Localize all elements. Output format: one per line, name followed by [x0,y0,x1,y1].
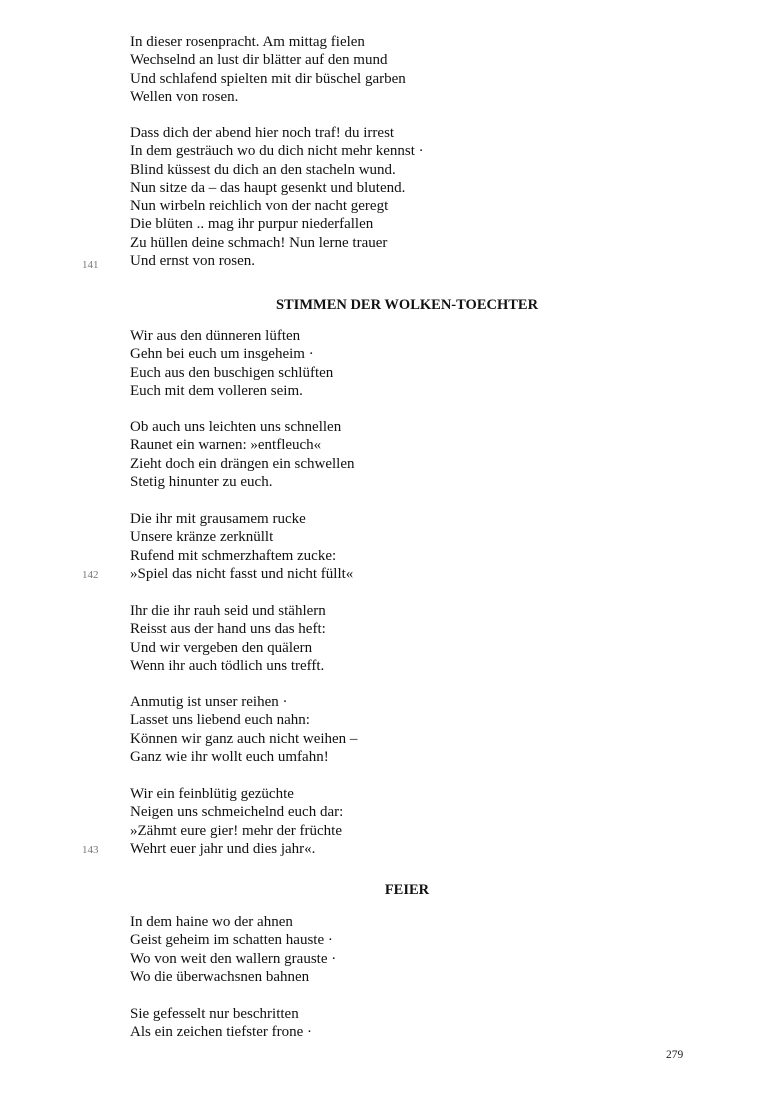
poem-title: FEIER [384,882,430,898]
verse-line: Die ihr mit grausamem rucke [130,511,306,527]
verse-line: Nun wirbeln reichlich von der nacht geregt [130,198,389,215]
verse-line: Zieht doch ein drängen ein schwellen [130,455,355,472]
poem-title: STIMMEN DER WOLKEN-TOECHTER [275,297,539,313]
stanza [130,693,690,766]
verse-line: Nun sitze da – das haupt gesenkt und blutend. [130,179,406,196]
verse-line: Unsere kränze zerknüllt [130,529,274,546]
verse-line: Blind küssest du dich an den stacheln wund. [130,161,396,178]
stanza [130,602,690,675]
verse-line: Und wir vergeben den quälern [130,639,313,656]
stanza [130,913,690,986]
verse-line: In dieser rosenpracht. Am mittag fielen [130,34,365,50]
page-number: 279 [666,1049,684,1061]
verse-line: Wehrt euer jahr und dies jahr«. [130,840,316,857]
verse-line: Neigen uns schmeichelnd euch dar: [130,804,344,821]
verse-line: »Zähmt eure gier! mehr der früchte [130,822,342,839]
verse-line: Wo die überwachsnen bahnen [130,968,310,985]
stanza [130,327,690,400]
stanza [130,124,690,270]
verse-line: Wenn ihr auch tödlich uns trefft. [130,657,325,674]
verse-line: In dem gesträuch wo du dich nicht mehr kennst · [130,143,424,160]
verse-line: Lasset uns liebend euch nahn: [130,712,310,729]
verse-line: Raunet ein warnen: »entfleuch« [130,437,322,454]
stanza [130,510,690,583]
verse-line: Dass dich der abend hier noch traf! du irrest [130,125,395,141]
verse-line: Anmutig ist unser reihen · [130,694,288,710]
verse-line: Und schlafend spielten mit dir büschel garben [130,70,406,87]
margin-page-number: 142 [82,569,99,581]
verse-line: Ihr die ihr rauh seid und stählern [130,603,326,619]
stanza [130,1005,690,1042]
verse-line: Die blüten .. mag ihr purpur niederfallen [130,216,374,233]
verse-line: Ob auch uns leichten uns schnellen [130,419,342,435]
verse-line: Euch aus den buschigen schlüften [130,364,334,381]
stanza [130,33,690,106]
verse-line: Können wir ganz auch nicht weihen – [130,730,358,747]
verse-line: Geist geheim im schatten hauste · [130,932,333,949]
verse-line: »Spiel das nicht fasst und nicht füllt« [130,565,354,582]
verse-line: Wo von weit den wallern grauste · [130,950,337,967]
verse-line: In dem haine wo der ahnen [130,914,293,930]
verse-line: Euch mit dem volleren seim. [130,382,303,399]
verse-line: Reisst aus der hand uns das heft: [130,621,326,638]
margin-page-number: 143 [82,844,99,856]
margin-page-number: 141 [82,259,99,271]
verse-line: Rufend mit schmerzhaftem zucke: [130,547,337,564]
verse-line: Wir ein feinblütig gezüchte [130,786,294,802]
verse-line: Wellen von rosen. [130,88,239,105]
verse-line: Zu hüllen deine schmach! Nun lerne trauer [130,234,388,251]
verse-line: Sie gefesselt nur beschritten [130,1006,299,1022]
verse-line: Gehn bei euch um insgeheim · [130,346,314,363]
verse-line: Wechselnd an lust dir blätter auf den mund [130,52,388,69]
stanza [130,785,690,858]
verse-line: Und ernst von rosen. [130,253,255,270]
verse-line: Ganz wie ihr wollt euch umfahn! [130,748,329,765]
stanza [130,418,690,491]
verse-line: Als ein zeichen tiefster frone · [130,1024,312,1041]
verse-line: Wir aus den dünneren lüften [130,328,301,344]
verse-line: Stetig hinunter zu euch. [130,473,273,490]
